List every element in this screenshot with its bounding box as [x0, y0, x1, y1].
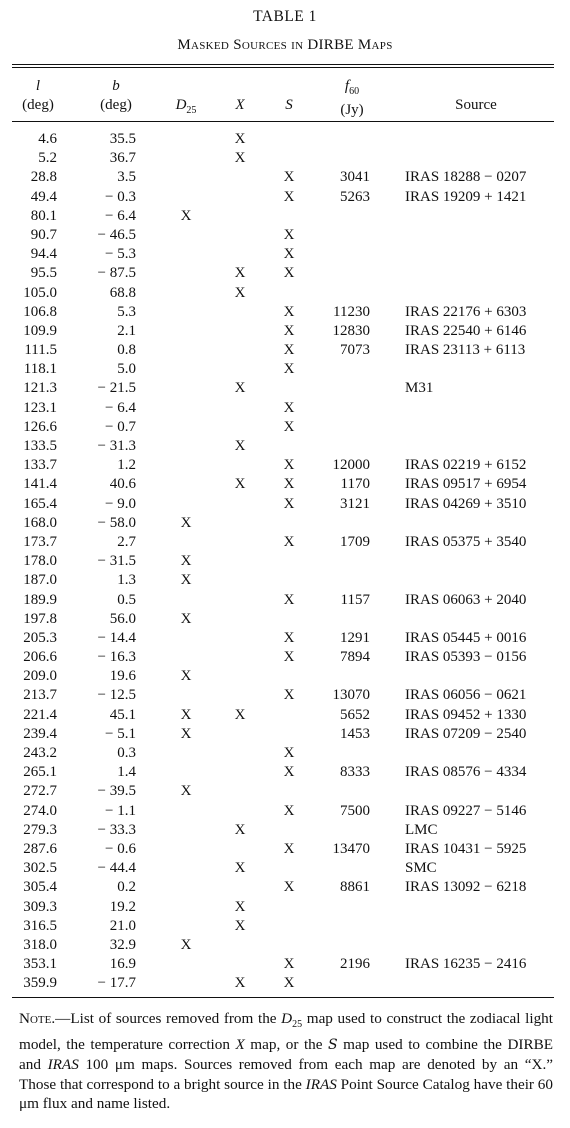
note-text-3: map, or the — [244, 1035, 329, 1053]
header-d25-symbol: D — [175, 97, 187, 113]
cell-f60: 7500 — [340, 802, 370, 819]
header-d25-sub: 25 — [186, 105, 197, 116]
cell-source: IRAS 05393 − 0156 — [405, 649, 527, 666]
cell-b: 5.3 — [117, 303, 136, 320]
table-row — [0, 322, 570, 341]
cell-s-mark: X — [283, 399, 295, 416]
note-lead: Note. — [19, 1010, 56, 1027]
cell-b: − 33.3 — [97, 821, 136, 838]
table-caption: Masked Sources in DIRBE Maps — [177, 37, 393, 53]
cell-f60: 5263 — [340, 188, 370, 205]
note-text-5: 100 μm maps. Sources removed from each map are denoted by an “X.” Those that correspond to a bright source in the — [19, 1056, 553, 1093]
table-row — [0, 303, 570, 322]
cell-source: IRAS 02219 + 6152 — [405, 457, 527, 474]
cell-f60: 13470 — [332, 840, 370, 857]
cell-f60: 12000 — [332, 457, 370, 474]
header-s-symbol: S — [285, 97, 293, 113]
cell-l: 272.7 — [23, 783, 57, 800]
cell-f60: 8333 — [340, 764, 370, 781]
cell-b: 2.1 — [117, 322, 136, 339]
cell-x-mark: X — [234, 917, 246, 934]
cell-s-mark: X — [283, 361, 295, 378]
cell-s-mark: X — [283, 687, 295, 704]
note-text-4: map used to combine the DIRBE and — [19, 1035, 554, 1074]
cell-b: − 0.7 — [105, 418, 136, 435]
cell-d25-mark: X — [180, 783, 192, 800]
cell-d25-mark: X — [180, 706, 192, 723]
table-row — [0, 878, 570, 897]
cell-l: 318.0 — [23, 936, 57, 953]
cell-s-mark: X — [283, 629, 295, 646]
cell-source: IRAS 16235 − 2416 — [405, 956, 527, 973]
cell-source: LMC — [405, 821, 438, 838]
cell-b: 5.0 — [117, 361, 136, 378]
cell-b: 21.0 — [109, 917, 136, 934]
header-f60-symbol: f — [344, 78, 350, 94]
cell-b: − 9.0 — [105, 495, 136, 512]
cell-l: 133.7 — [23, 457, 57, 474]
cell-l: 305.4 — [23, 879, 57, 896]
cell-b: − 6.4 — [105, 399, 136, 416]
cell-l: 80.1 — [30, 207, 57, 224]
cell-b: − 31.3 — [97, 438, 136, 454]
cell-d25-mark: X — [180, 610, 192, 627]
cell-l: 274.0 — [23, 802, 57, 819]
cell-l: 49.4 — [30, 188, 57, 205]
cell-l: 106.8 — [23, 303, 57, 320]
note-iras-2: IRAS — [305, 1075, 337, 1093]
header-f60 — [330, 77, 374, 120]
cell-l: 187.0 — [23, 572, 57, 589]
cell-l: 133.5 — [23, 438, 57, 454]
table-row — [0, 341, 570, 360]
note-text-2: map used to construct the zodiacal light model, the temperature correction — [19, 1010, 553, 1053]
cell-b: 0.5 — [117, 591, 136, 608]
cell-l: 287.6 — [23, 840, 57, 857]
cell-b: − 21.5 — [97, 380, 136, 397]
cell-b: − 87.5 — [97, 265, 136, 282]
table-row — [0, 763, 570, 782]
cell-s-mark: X — [283, 188, 295, 205]
cell-l: 5.2 — [38, 150, 57, 167]
cell-l: 141.4 — [23, 476, 57, 493]
cell-l: 126.6 — [23, 418, 57, 435]
cell-source: IRAS 19209 + 1421 — [405, 188, 527, 205]
cell-l: 302.5 — [23, 860, 57, 877]
cell-b: 1.3 — [117, 572, 136, 589]
cell-b: 0.2 — [117, 879, 136, 896]
cell-s-mark: X — [283, 342, 295, 359]
cell-b: − 1.1 — [105, 802, 136, 819]
table-row — [0, 744, 570, 763]
table-row — [0, 552, 570, 571]
cell-d25-mark: X — [180, 725, 192, 742]
cell-f60: 3121 — [340, 495, 370, 512]
cell-b: 3.5 — [117, 169, 136, 186]
cell-l: 309.3 — [23, 898, 57, 915]
table-row — [0, 974, 570, 993]
cell-x-mark: X — [234, 898, 246, 915]
table-row — [0, 437, 570, 456]
cell-s-mark: X — [283, 956, 295, 973]
cell-s-mark: X — [283, 591, 295, 608]
cell-x-mark: X — [234, 131, 246, 147]
table-row — [0, 475, 570, 494]
cell-l: 197.8 — [23, 610, 57, 627]
cell-f60: 1709 — [340, 533, 370, 550]
cell-f60: 1157 — [340, 591, 370, 608]
table-row — [0, 399, 570, 418]
cell-b: − 17.7 — [97, 975, 136, 992]
cell-f60: 1453 — [340, 725, 370, 742]
note-text-1: List of sources removed from the — [70, 1010, 282, 1027]
table-row — [0, 840, 570, 859]
cell-l: 206.6 — [23, 649, 57, 666]
cell-b: − 44.4 — [97, 860, 136, 877]
cell-x-mark: X — [234, 265, 246, 282]
table-row — [0, 629, 570, 648]
cell-d25-mark: X — [180, 514, 192, 531]
cell-source: IRAS 06063 + 2040 — [405, 591, 527, 608]
cell-source: IRAS 06056 − 0621 — [405, 687, 527, 704]
cell-l: 213.7 — [23, 687, 57, 704]
table-row — [0, 149, 570, 168]
cell-source: IRAS 09517 + 6954 — [405, 476, 527, 493]
cell-s-mark: X — [283, 476, 295, 493]
header-source: Source — [455, 97, 497, 113]
cell-s-mark: X — [283, 303, 295, 320]
header-rule — [12, 121, 554, 122]
cell-b: 36.7 — [109, 150, 136, 167]
cell-l: 123.1 — [23, 399, 57, 416]
cell-b: 19.2 — [109, 898, 136, 915]
table-row — [0, 533, 570, 552]
cell-l: 221.4 — [23, 706, 57, 723]
cell-f60: 13070 — [332, 687, 370, 704]
table-row — [0, 936, 570, 955]
cell-b: − 16.3 — [97, 649, 136, 666]
cell-l: 168.0 — [23, 514, 57, 531]
cell-s-mark: X — [283, 840, 295, 857]
cell-b: − 46.5 — [97, 226, 136, 243]
bottom-rule — [12, 997, 554, 998]
table-row — [0, 207, 570, 226]
cell-source: IRAS 08576 − 4334 — [405, 764, 527, 781]
cell-b: − 0.3 — [105, 188, 136, 205]
cell-source: IRAS 09452 + 1330 — [405, 706, 527, 723]
cell-f60: 2196 — [340, 956, 370, 973]
cell-f60: 1170 — [340, 476, 370, 493]
header-b — [94, 77, 138, 115]
cell-source: IRAS 05375 + 3540 — [405, 533, 527, 550]
cell-f60: 1291 — [340, 629, 370, 646]
cell-source: IRAS 04269 + 3510 — [405, 495, 527, 512]
cell-l: 165.4 — [23, 495, 57, 512]
cell-d25-mark: X — [180, 572, 192, 589]
top-rule-2 — [12, 67, 554, 68]
note-x: X — [235, 1035, 245, 1053]
cell-b: − 39.5 — [97, 783, 136, 800]
cell-x-mark: X — [234, 150, 246, 167]
cell-b: 19.6 — [109, 668, 136, 685]
cell-b: 2.7 — [117, 533, 136, 550]
cell-b: − 6.4 — [105, 207, 136, 224]
table-row — [0, 168, 570, 187]
cell-source: IRAS 07209 − 2540 — [405, 725, 527, 742]
cell-source: IRAS 22176 + 6303 — [405, 303, 527, 320]
table-row — [0, 379, 570, 398]
table-row — [0, 495, 570, 514]
table-row — [0, 782, 570, 801]
cell-l: 178.0 — [23, 553, 57, 570]
cell-b: − 0.6 — [105, 840, 136, 857]
cell-source: IRAS 18288 − 0207 — [405, 169, 527, 186]
cell-l: 209.0 — [23, 668, 57, 685]
table-row — [0, 610, 570, 629]
header-b-symbol: b — [112, 78, 120, 94]
cell-f60: 11230 — [333, 303, 370, 320]
note-d25: D — [281, 1010, 293, 1027]
cell-s-mark: X — [283, 802, 295, 819]
cell-x-mark: X — [234, 821, 246, 838]
cell-l: 94.4 — [30, 246, 57, 263]
top-rule-1 — [12, 64, 554, 65]
header-s — [279, 96, 299, 115]
cell-l: 239.4 — [23, 725, 57, 742]
cell-l: 316.5 — [23, 917, 57, 934]
cell-b: 1.4 — [117, 764, 136, 781]
cell-l: 95.5 — [30, 265, 57, 282]
cell-source: M31 — [405, 380, 434, 397]
table-row — [0, 456, 570, 475]
note-d25-sub: 25 — [292, 1019, 303, 1031]
cell-b: 16.9 — [109, 956, 136, 973]
cell-l: 359.9 — [23, 975, 57, 992]
table-row — [0, 130, 570, 149]
cell-l: 90.7 — [30, 226, 57, 243]
table-row — [0, 955, 570, 974]
cell-l: 173.7 — [23, 533, 57, 550]
cell-b: − 58.0 — [97, 514, 136, 531]
cell-s-mark: X — [283, 246, 295, 263]
table-row — [0, 648, 570, 667]
header-l — [18, 77, 58, 115]
cell-x-mark: X — [234, 284, 246, 301]
cell-s-mark: X — [283, 975, 295, 992]
cell-b: 32.9 — [109, 936, 136, 953]
cell-s-mark: X — [283, 879, 295, 896]
header-x-symbol: X — [235, 97, 245, 113]
cell-b: 0.3 — [117, 745, 136, 761]
table-row — [0, 917, 570, 936]
table-row — [0, 686, 570, 705]
cell-s-mark: X — [283, 745, 295, 761]
note-iras: IRAS — [47, 1056, 79, 1074]
table-row — [0, 821, 570, 840]
cell-s-mark: X — [283, 649, 295, 666]
cell-x-mark: X — [234, 975, 246, 992]
cell-d25-mark: X — [180, 553, 192, 570]
cell-b: 40.6 — [109, 476, 136, 493]
cell-s-mark: X — [283, 418, 295, 435]
table-row — [0, 418, 570, 437]
cell-x-mark: X — [234, 706, 246, 723]
table-note — [19, 1009, 553, 1114]
cell-b: − 5.1 — [105, 725, 136, 742]
cell-f60: 8861 — [340, 879, 370, 896]
cell-l: 28.8 — [30, 169, 57, 186]
cell-source: IRAS 10431 − 5925 — [405, 840, 527, 857]
table-body — [0, 130, 570, 993]
cell-s-mark: X — [283, 533, 295, 550]
cell-l: 279.3 — [23, 821, 57, 838]
table-row — [0, 571, 570, 590]
cell-x-mark: X — [234, 380, 246, 397]
cell-b: 1.2 — [117, 457, 136, 474]
cell-f60: 3041 — [340, 169, 370, 186]
header-f60-sub: 60 — [349, 86, 360, 97]
table-row — [0, 591, 570, 610]
cell-source: IRAS 13092 − 6218 — [405, 879, 527, 896]
cell-s-mark: X — [283, 457, 295, 474]
cell-d25-mark: X — [180, 668, 192, 685]
cell-f60: 7073 — [340, 342, 370, 359]
cell-l: 189.9 — [23, 591, 57, 608]
table-row — [0, 188, 570, 207]
table-row — [0, 226, 570, 245]
cell-l: 243.2 — [23, 745, 57, 761]
header-x — [230, 96, 250, 115]
cell-l: 105.0 — [23, 284, 57, 301]
note-text-6: Point Source Catalog have their 60 μm flux and name listed. — [19, 1075, 553, 1113]
cell-l: 118.1 — [23, 361, 57, 378]
header-f60-unit: (Jy) — [340, 102, 364, 118]
cell-b: 56.0 — [109, 610, 136, 627]
cell-l: 109.9 — [23, 322, 57, 339]
cell-l: 121.3 — [23, 380, 57, 397]
cell-b: 0.8 — [117, 342, 136, 359]
table-title: TABLE 1 — [253, 8, 317, 25]
cell-b: − 12.5 — [97, 687, 136, 704]
cell-s-mark: X — [283, 226, 295, 243]
note-s: S — [328, 1036, 338, 1053]
cell-l: 4.6 — [38, 131, 57, 147]
table-row — [0, 667, 570, 686]
cell-s-mark: X — [283, 764, 295, 781]
note-dash: — — [55, 1010, 71, 1027]
header-l-symbol: l — [35, 78, 41, 94]
table-row — [0, 360, 570, 379]
cell-d25-mark: X — [180, 207, 192, 224]
table-row — [0, 245, 570, 264]
table-row — [0, 859, 570, 878]
cell-f60: 7894 — [340, 649, 370, 666]
header-l-unit: (deg) — [22, 97, 54, 113]
cell-b: 45.1 — [109, 706, 136, 723]
cell-b: 68.8 — [109, 284, 136, 301]
cell-x-mark: X — [234, 438, 246, 454]
table-row — [0, 514, 570, 533]
cell-source: IRAS 09227 − 5146 — [405, 802, 527, 819]
cell-source: IRAS 23113 + 6113 — [405, 342, 526, 359]
cell-s-mark: X — [283, 169, 295, 186]
cell-f60: 12830 — [332, 322, 370, 339]
table-row — [0, 898, 570, 917]
table-row — [0, 725, 570, 744]
table-row — [0, 284, 570, 303]
cell-b: − 14.4 — [97, 629, 136, 646]
header-d25 — [166, 96, 206, 120]
cell-f60: 5652 — [340, 706, 370, 723]
cell-x-mark: X — [234, 860, 246, 877]
cell-l: 353.1 — [23, 956, 57, 973]
cell-d25-mark: X — [180, 936, 192, 953]
cell-l: 265.1 — [23, 764, 57, 781]
cell-b: 35.5 — [109, 131, 136, 147]
cell-l: 111.5 — [24, 342, 57, 359]
cell-s-mark: X — [283, 322, 295, 339]
cell-b: − 31.5 — [97, 553, 136, 570]
cell-b: − 5.3 — [105, 246, 136, 263]
table-row — [0, 706, 570, 725]
table-row — [0, 802, 570, 821]
cell-source: IRAS 05445 + 0016 — [405, 629, 527, 646]
cell-l: 205.3 — [23, 629, 57, 646]
cell-s-mark: X — [283, 495, 295, 512]
cell-source: SMC — [405, 860, 437, 877]
table-row — [0, 264, 570, 283]
cell-x-mark: X — [234, 476, 246, 493]
header-b-unit: (deg) — [100, 97, 132, 113]
cell-s-mark: X — [283, 265, 295, 282]
cell-source: IRAS 22540 + 6146 — [405, 322, 527, 339]
